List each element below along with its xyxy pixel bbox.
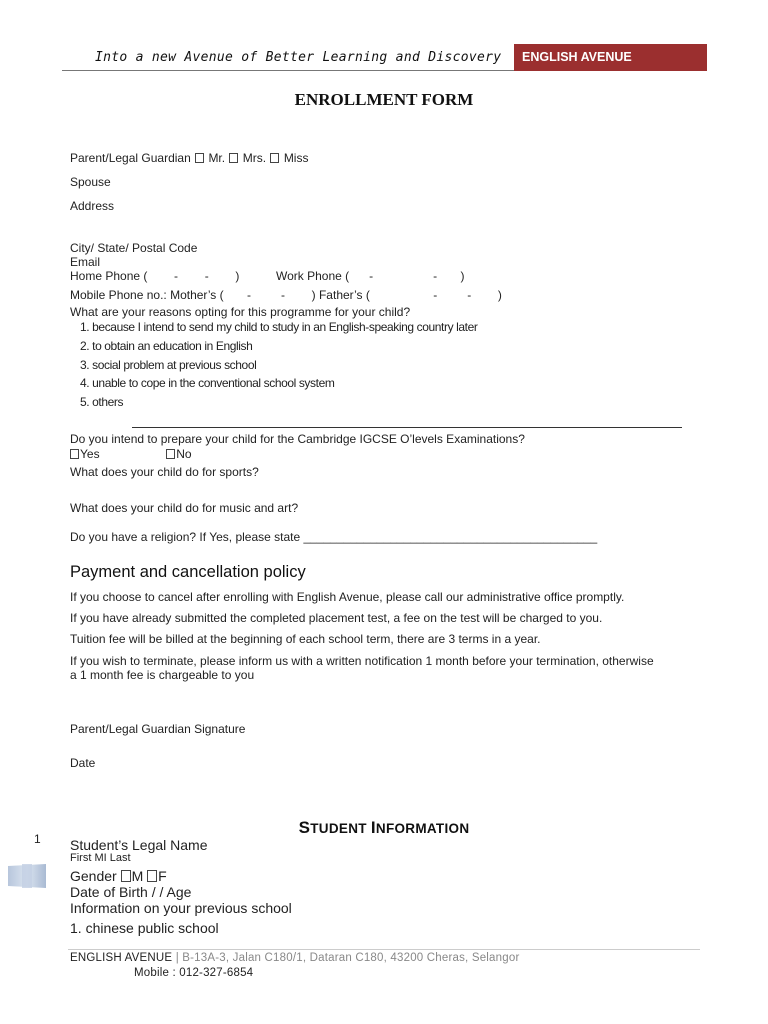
option-no-label: No bbox=[176, 447, 192, 461]
guardian-row bbox=[70, 151, 308, 165]
address-label: Address bbox=[70, 199, 115, 213]
checkbox-yes[interactable] bbox=[70, 449, 79, 459]
spouse-label: Spouse bbox=[70, 175, 111, 189]
footer-divider bbox=[68, 949, 700, 950]
checkbox-mr[interactable] bbox=[195, 153, 204, 163]
footer-mobile: Mobile : 012-327-6854 bbox=[134, 967, 254, 979]
city-label: City/ State/ Postal Code bbox=[70, 241, 198, 255]
checkbox-miss[interactable] bbox=[270, 153, 279, 163]
name-parts-label: First MI Last bbox=[70, 852, 131, 864]
school-item-1: 1. chinese public school bbox=[70, 920, 219, 936]
gender-f-label: F bbox=[158, 868, 167, 884]
reason-item-3: 3. social problem at previous school bbox=[80, 358, 257, 372]
footer-address-line bbox=[70, 952, 519, 964]
mobile-phone-field: Mobile Phone no.: Mother’s ( - - ) Father’s ( - - ) bbox=[70, 288, 502, 302]
header-divider bbox=[62, 70, 514, 71]
others-answer-line bbox=[132, 427, 682, 428]
igcse-options bbox=[70, 447, 192, 461]
gender-label: Gender bbox=[70, 868, 117, 884]
reason-item-1: 1. because I intend to send my child to study in an English-speaking country later bbox=[80, 320, 478, 334]
option-mr-label: Mr. bbox=[208, 151, 226, 165]
reason-item-4: 4. unable to cope in the conventional school system bbox=[80, 376, 335, 390]
guardian-label: Parent/Legal Guardian bbox=[70, 151, 191, 165]
home-phone-field: Home Phone ( - - ) bbox=[70, 269, 240, 283]
checkbox-mrs[interactable] bbox=[229, 153, 238, 163]
work-phone-field: Work Phone ( - - ) bbox=[276, 269, 465, 283]
igcse-question: Do you intend to prepare your child for the Cambridge IGCSE O’levels Examinations? bbox=[70, 432, 525, 446]
header-tagline: Into a new Avenue of Better Learning and Discovery bbox=[95, 50, 502, 65]
legal-name-label: Student’s Legal Name bbox=[70, 837, 208, 853]
page-tab-decoration bbox=[6, 862, 48, 890]
policy-paragraph-3: Tuition fee will be billed at the beginning of each school term, there are 3 terms in a year. bbox=[70, 632, 541, 646]
email-label: Email bbox=[70, 255, 101, 269]
policy-heading: Payment and cancellation policy bbox=[70, 563, 306, 581]
religion-question: Do you have a religion? If Yes, please state ____________________________________________ bbox=[70, 530, 598, 544]
page-number: 1 bbox=[34, 832, 41, 846]
dob-age-label: Date of Birth / / Age bbox=[70, 884, 192, 900]
brand-name: ENGLISH AVENUE bbox=[522, 50, 632, 64]
policy-paragraph-2: If you have already submitted the completed placement test, a fee on the test will be charged to you. bbox=[70, 611, 603, 625]
policy-paragraph-1: If you choose to cancel after enrolling with English Avenue, please call our administrative office promptly. bbox=[70, 590, 625, 604]
checkbox-no[interactable] bbox=[166, 449, 175, 459]
policy-paragraph-4-line-1: If you wish to terminate, please inform us with a written notification 1 month before your termination, otherwise bbox=[70, 654, 654, 668]
gender-row bbox=[70, 868, 167, 884]
policy-paragraph-4-line-2: a 1 month fee is chargeable to you bbox=[70, 668, 255, 682]
checkbox-female[interactable] bbox=[147, 870, 157, 882]
checkbox-male[interactable] bbox=[121, 870, 131, 882]
music-art-question: What does your child do for music and art? bbox=[70, 501, 299, 515]
date-label: Date bbox=[70, 756, 96, 770]
student-info-heading: STUDENT INFORMATION bbox=[298, 818, 470, 837]
reasons-question: What are your reasons opting for this programme for your child? bbox=[70, 305, 411, 319]
signature-label: Parent/Legal Guardian Signature bbox=[70, 722, 246, 736]
form-title: ENROLLMENT FORM bbox=[294, 90, 474, 109]
reason-item-2: 2. to obtain an education in English bbox=[80, 339, 253, 353]
footer-brand: ENGLISH AVENUE bbox=[70, 952, 173, 964]
option-miss-label: Miss bbox=[283, 151, 309, 165]
option-mrs-label: Mrs. bbox=[242, 151, 267, 165]
option-yes-label: Yes bbox=[80, 447, 100, 461]
footer-address: | B-13A-3, Jalan C180/1, Dataran C180, 43200 Cheras, Selangor bbox=[172, 952, 520, 964]
reason-item-5: 5. others bbox=[80, 395, 124, 409]
gender-m-label: M bbox=[131, 868, 144, 884]
sports-question: What does your child do for sports? bbox=[70, 465, 259, 479]
previous-school-label: Information on your previous school bbox=[70, 900, 292, 916]
